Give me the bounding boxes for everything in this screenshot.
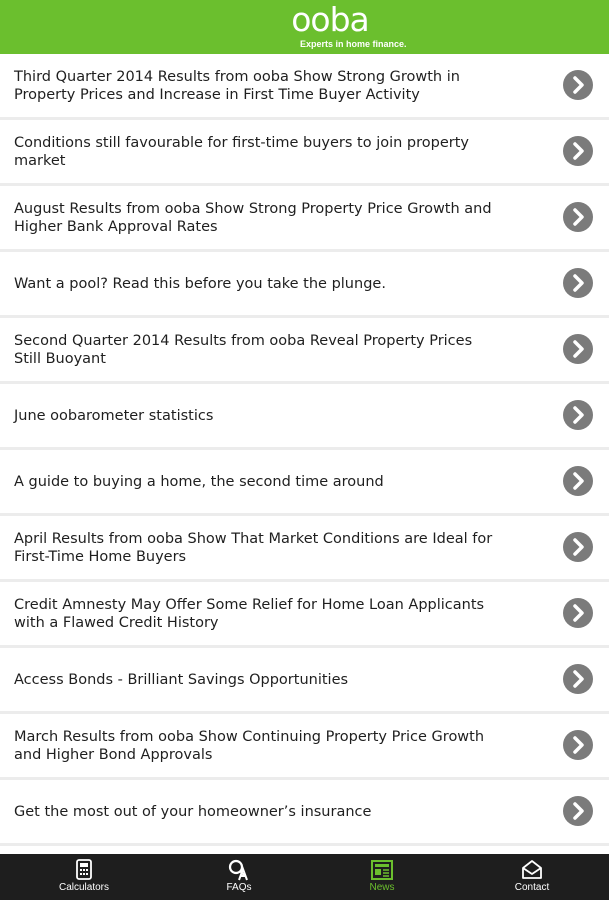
envelope-icon xyxy=(521,859,543,881)
news-list-item[interactable] xyxy=(0,384,609,447)
tab-news-label: News xyxy=(369,882,395,893)
news-list-item[interactable] xyxy=(0,252,609,315)
news-item-title: April Results from ooba Show That Market Conditions are Ideal for First-Time Home Buyers xyxy=(14,530,493,565)
chevron-right-icon[interactable] xyxy=(563,466,593,496)
chevron-right-icon[interactable] xyxy=(563,70,593,100)
news-list-item[interactable] xyxy=(0,120,609,183)
chevron-right-icon[interactable] xyxy=(563,532,593,562)
chevron-right-icon[interactable] xyxy=(563,400,593,430)
news-list-item[interactable] xyxy=(0,648,609,711)
tab-calculators[interactable] xyxy=(8,854,160,900)
chevron-right-icon[interactable] xyxy=(563,598,593,628)
news-item-title: A guide to buying a home, the second time around xyxy=(14,473,384,490)
news-list-item-partial[interactable] xyxy=(0,846,609,854)
tab-news[interactable] xyxy=(306,854,458,900)
calculator-icon xyxy=(73,859,95,881)
news-item-title: Want a pool? Read this before you take the plunge. xyxy=(14,275,386,292)
news-list-item[interactable] xyxy=(0,450,609,513)
bottom-tab-bar xyxy=(0,854,609,900)
news-list-item[interactable] xyxy=(0,186,609,249)
chevron-right-icon[interactable] xyxy=(563,268,593,298)
chevron-right-icon[interactable] xyxy=(563,796,593,826)
tab-contact[interactable] xyxy=(456,854,608,900)
news-item-title: March Results from ooba Show Continuing Property Price Growth and Higher Bond Approvals xyxy=(14,728,485,763)
ooba-logo[interactable]: ooba xyxy=(291,0,369,39)
news-list-item[interactable] xyxy=(0,318,609,381)
tab-faqs-label: FAQs xyxy=(226,882,252,893)
app-header xyxy=(0,0,609,54)
news-list-item[interactable] xyxy=(0,582,609,645)
news-item-title: August Results from ooba Show Strong Property Price Growth and Higher Bank Approval Rates xyxy=(14,200,492,235)
news-item-title: Access Bonds - Brilliant Savings Opportunities xyxy=(14,671,349,688)
news-item-title: Second Quarter 2014 Results from ooba Reveal Property Prices Still Buoyant xyxy=(14,332,473,367)
news-list[interactable] xyxy=(0,54,609,854)
tab-faqs[interactable] xyxy=(163,854,315,900)
chevron-right-icon[interactable] xyxy=(563,136,593,166)
newspaper-icon xyxy=(371,859,393,881)
tagline: Experts in home finance. xyxy=(300,39,407,49)
chevron-right-icon[interactable] xyxy=(563,334,593,364)
news-list-item[interactable] xyxy=(0,54,609,117)
news-list-item[interactable] xyxy=(0,780,609,843)
chevron-right-icon[interactable] xyxy=(563,202,593,232)
tab-calculators-label: Calculators xyxy=(58,882,110,893)
faq-icon xyxy=(228,859,250,881)
news-item-title: Credit Amnesty May Offer Some Relief for Home Loan Applicants with a Flawed Credit History xyxy=(14,596,485,631)
news-item-title: June oobarometer statistics xyxy=(14,407,214,424)
news-list-item[interactable] xyxy=(0,516,609,579)
news-list-item[interactable] xyxy=(0,714,609,777)
news-item-title: Third Quarter 2014 Results from ooba Show Strong Growth in Property Prices and Increase in First Time Buyer Activity xyxy=(14,68,460,103)
tab-contact-label: Contact xyxy=(514,882,550,893)
chevron-right-icon[interactable] xyxy=(563,730,593,760)
news-item-title: Get the most out of your homeowner’s insurance xyxy=(14,803,372,820)
news-item-title: Conditions still favourable for first-time buyers to join property market xyxy=(14,134,470,169)
chevron-right-icon[interactable] xyxy=(563,664,593,694)
